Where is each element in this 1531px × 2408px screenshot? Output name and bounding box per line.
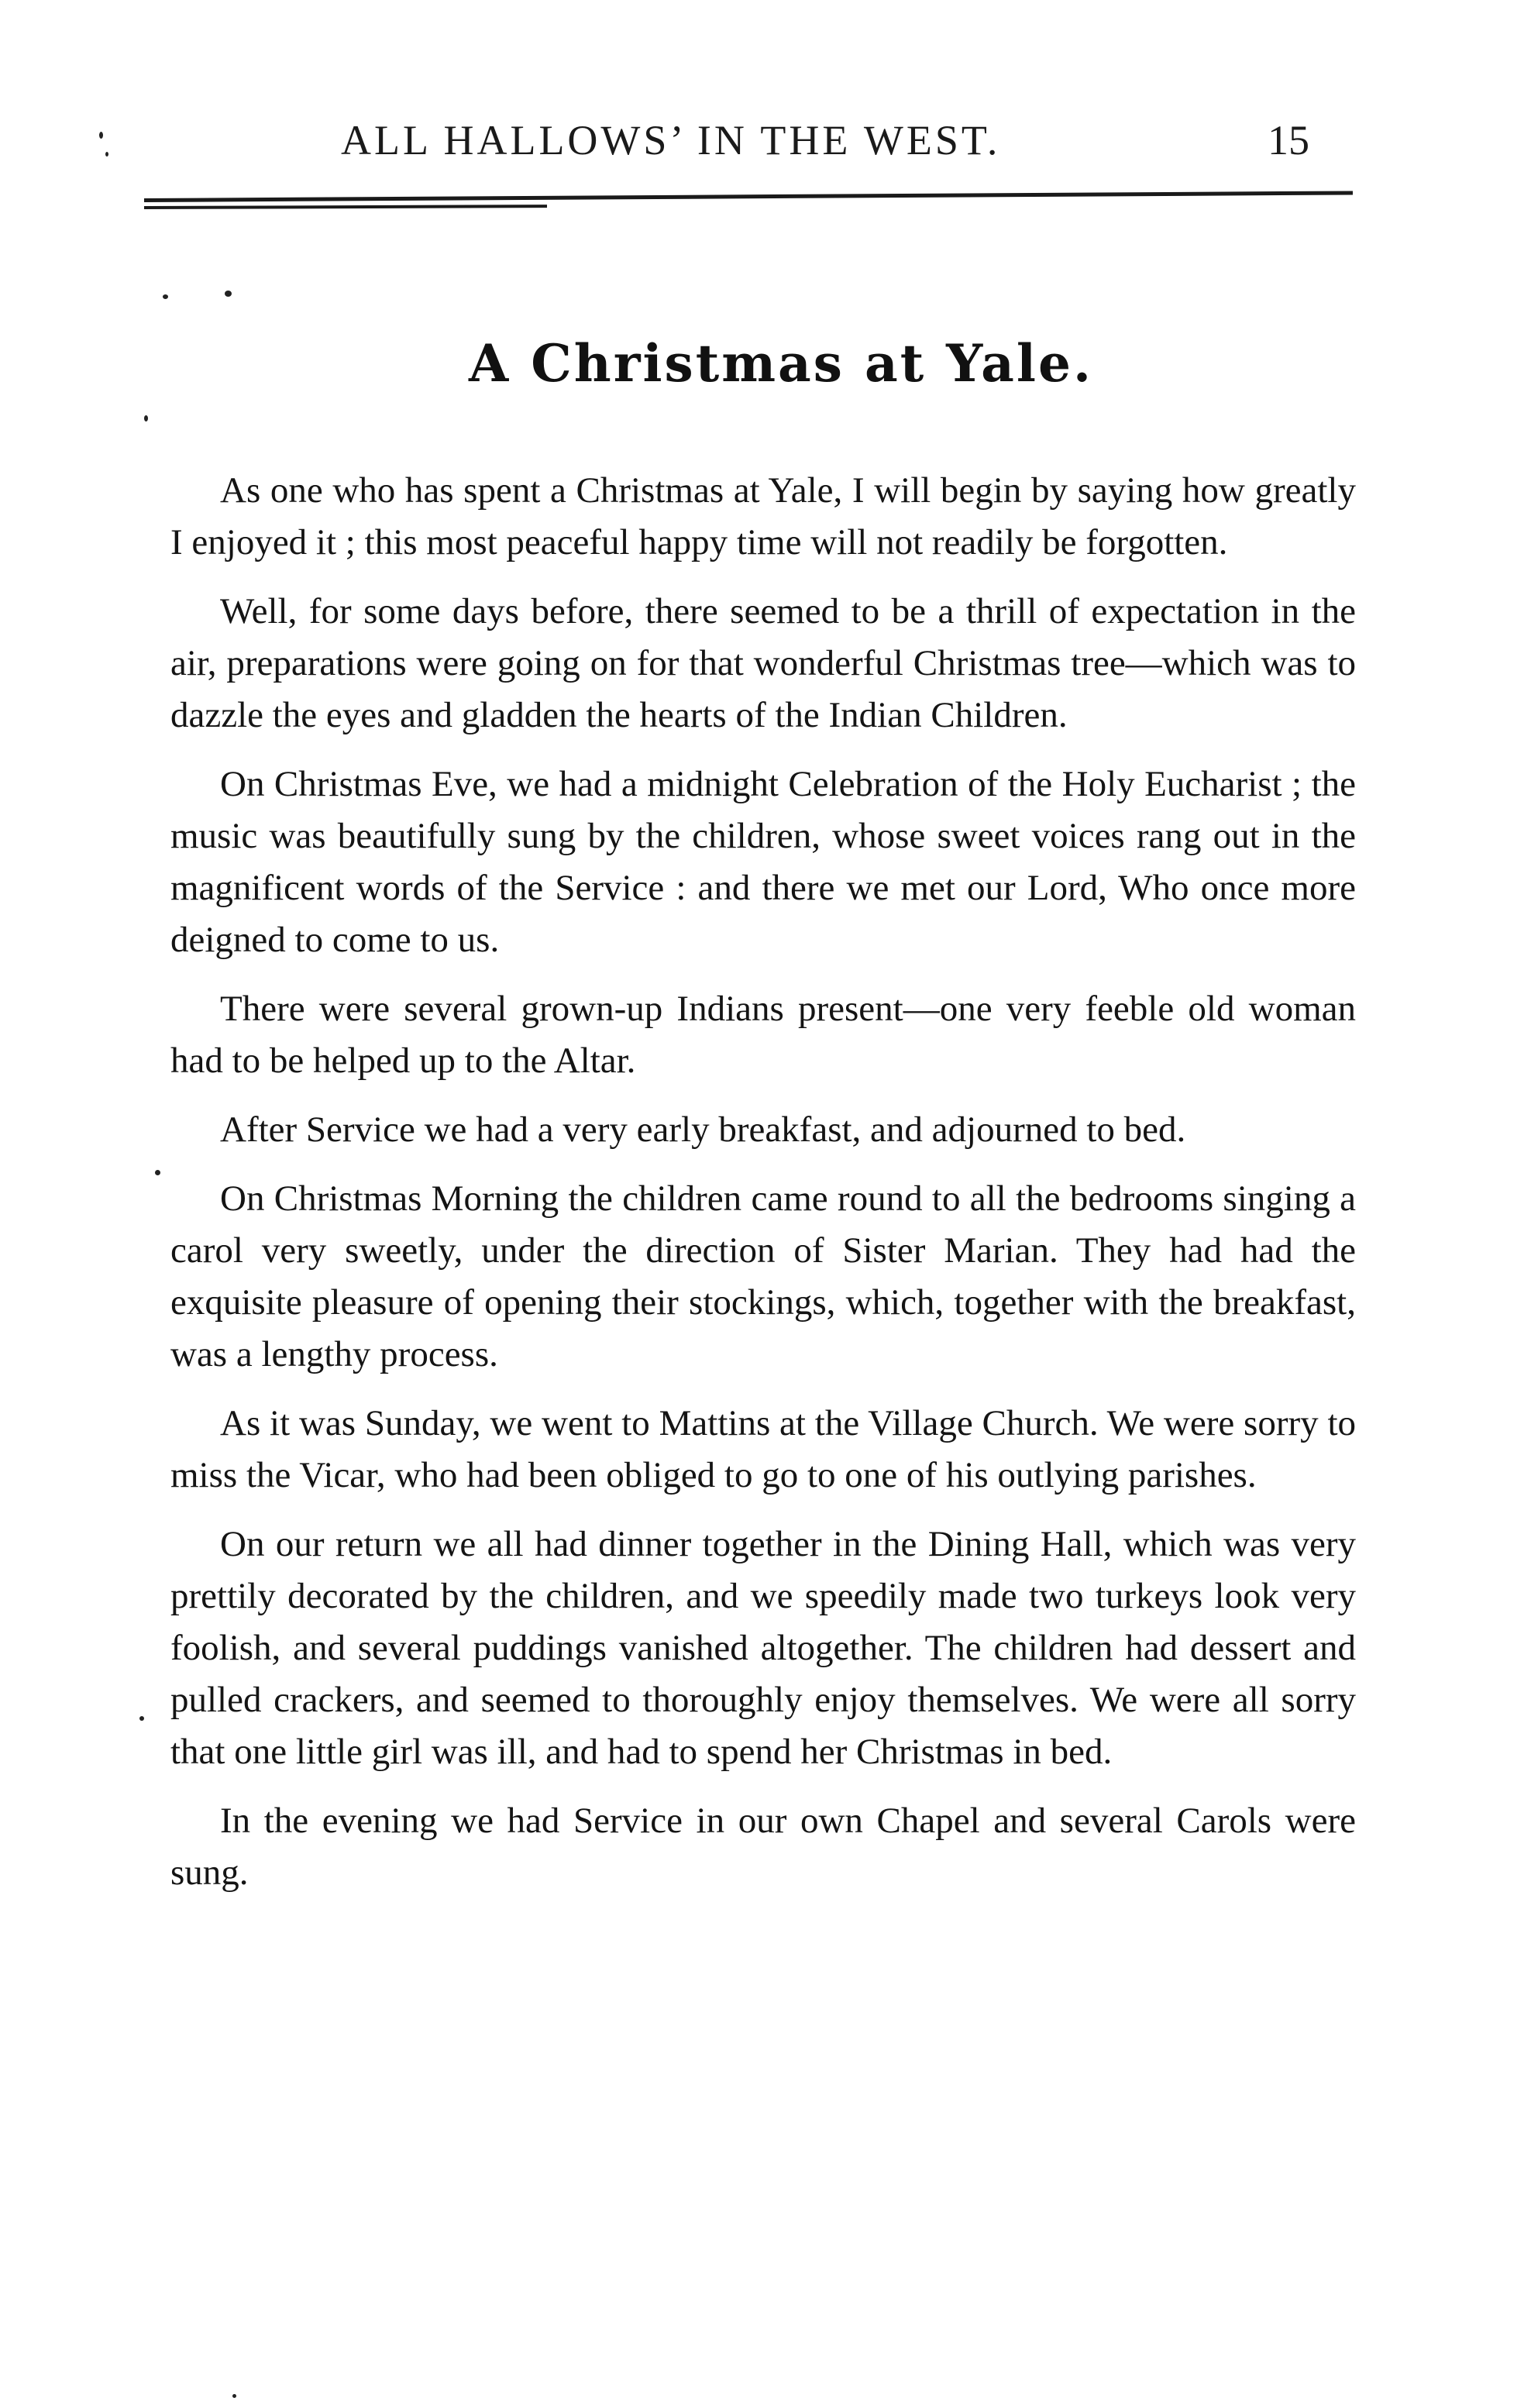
- paragraph-1: As one who has spent a Christmas at Yale, I will begin by saying how greatly I enjoyed it ; this most peaceful happy time will not readily be forgotten.: [170, 470, 1356, 562]
- article-title: A Christmas at Yale.: [469, 333, 1093, 394]
- page-number: 15: [1268, 117, 1309, 163]
- scan-speck: [99, 132, 103, 139]
- scan-speck: [225, 291, 232, 297]
- header-rule-accent: [144, 205, 547, 209]
- article-body: [170, 465, 1356, 1916]
- paragraph-2: Well, for some days before, there seemed to be a thrill of expectation in the air, preparations were going on for that wonderful Christmas tree—which was to dazzle the eyes and gladden the hearts of the Indian Children.: [170, 591, 1356, 735]
- paragraph-4: There were several grown-up Indians present—one very feeble old woman had to be helped up to the Altar.: [170, 989, 1356, 1081]
- scan-speck: [144, 415, 148, 421]
- scan-speck: [163, 294, 168, 299]
- paragraph-7: As it was Sunday, we went to Mattins at the Village Church. We were sorry to miss the Vicar, who had been obliged to go to one of his outlying parishes.: [170, 1403, 1356, 1495]
- scan-speck: [232, 2394, 236, 2398]
- paragraph-9: In the evening we had Service in our own Chapel and several Carols were sung.: [170, 1801, 1356, 1893]
- paragraph-5: After Service we had a very early breakfast, and adjourned to bed.: [220, 1109, 1186, 1150]
- header-rule: [144, 191, 1353, 202]
- scan-speck: [139, 1716, 144, 1721]
- scan-speck: [155, 1170, 160, 1175]
- paragraph-8: On our return we all had dinner together in the Dining Hall, which was very prettily decorated by the children, and we speedily made two turkeys look very foolish, and several puddings vanished altogether. The children had dessert and pulled crackers, and seemed to thoroughly enjoy themselves. We were all sorry that one little girl was ill, and had to spend her Christmas in bed.: [170, 1524, 1356, 1772]
- scan-speck: [105, 152, 108, 157]
- paragraph-3: On Christmas Eve, we had a midnight Celebration of the Holy Eucharist ; the music was beautifully sung by the children, whose sweet voices rang out in the magnificent words of the Service : and there we met our Lord, Who once more deigned to come to us.: [170, 764, 1356, 960]
- paragraph-6: On Christmas Morning the children came round to all the bedrooms singing a carol very sweetly, under the direction of Sister Marian. They had had the exquisite pleasure of opening their stockings, which, together with the breakfast, was a lengthy process.: [170, 1178, 1356, 1374]
- running-header-title: ALL HALLOWS’ IN THE WEST.: [341, 117, 1001, 163]
